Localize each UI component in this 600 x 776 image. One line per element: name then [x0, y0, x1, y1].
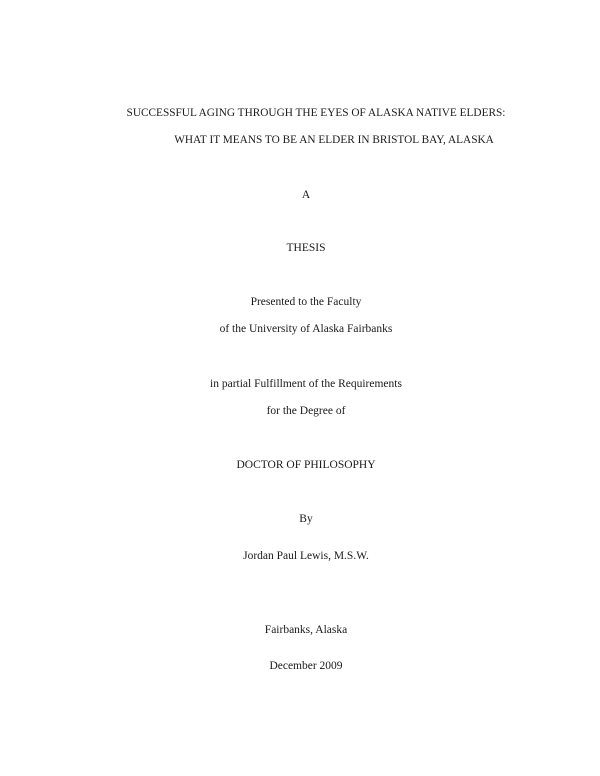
- fulfillment-line-1: in partial Fulfillment of the Requirements: [210, 378, 402, 390]
- by-label: By: [299, 513, 313, 525]
- author-name: Jordan Paul Lewis, M.S.W.: [243, 550, 369, 562]
- title-line-2: WHAT IT MEANS TO BE AN ELDER IN BRISTOL BAY, ALASKA: [174, 134, 494, 146]
- presented-line-1: Presented to the Faculty: [250, 296, 362, 308]
- presented-line-2: of the University of Alaska Fairbanks: [219, 323, 393, 335]
- article-a: A: [301, 189, 311, 201]
- document-type: THESIS: [286, 242, 326, 254]
- degree-name: DOCTOR OF PHILOSOPHY: [236, 459, 376, 471]
- date: December 2009: [269, 660, 343, 672]
- fulfillment-line-2: for the Degree of: [266, 405, 346, 417]
- place: Fairbanks, Alaska: [264, 624, 348, 636]
- title-line-1: SUCCESSFUL AGING THROUGH THE EYES OF ALASKA NATIVE ELDERS:: [126, 107, 506, 119]
